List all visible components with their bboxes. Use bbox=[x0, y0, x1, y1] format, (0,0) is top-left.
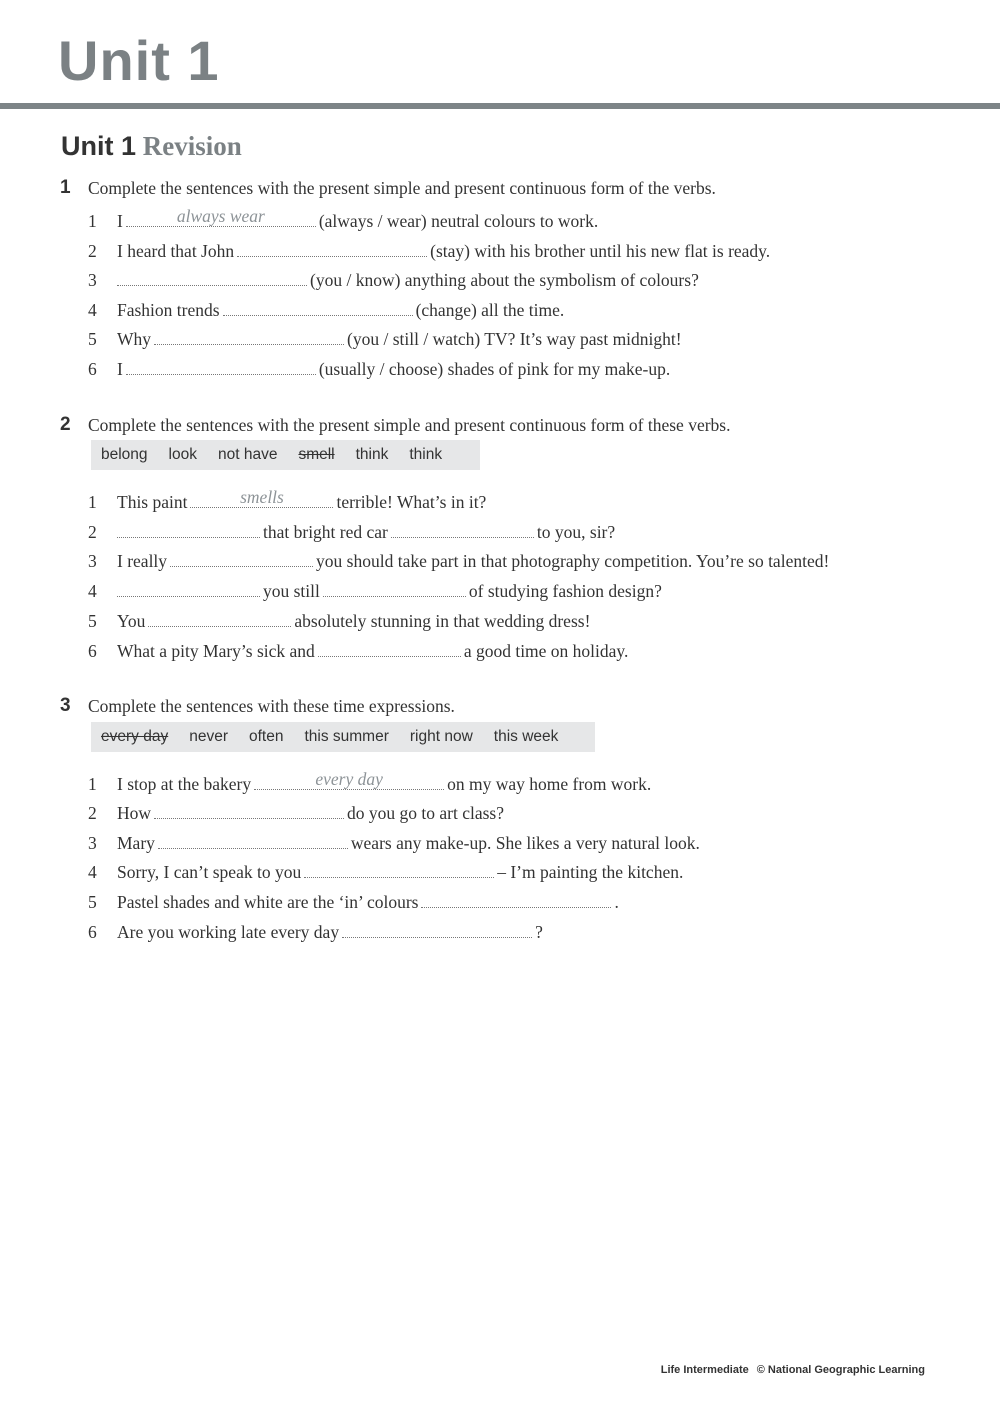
word-box-item: think bbox=[409, 446, 443, 463]
item-text-before: How bbox=[117, 803, 152, 823]
exercise-2-item bbox=[88, 519, 615, 543]
word-box bbox=[91, 440, 480, 470]
exercise-3-instruction: Complete the sentences with these time expressions. bbox=[88, 696, 455, 716]
item-text-after: of studying fashion design? bbox=[468, 581, 662, 601]
exercise-3-item bbox=[88, 859, 683, 883]
item-number: 3 bbox=[88, 833, 97, 853]
item-text-before: Fashion trends bbox=[117, 300, 220, 320]
item-text-before: Are you working late every day bbox=[117, 922, 340, 942]
answer-blank[interactable] bbox=[323, 578, 466, 597]
item-text-mid: that bright red car bbox=[263, 522, 388, 542]
footer-book-title: Life Intermediate bbox=[660, 1364, 749, 1376]
exercise-1-item bbox=[88, 238, 770, 262]
answer-example: smells bbox=[240, 487, 284, 507]
answer-blank[interactable] bbox=[148, 608, 291, 627]
answer-blank[interactable] bbox=[154, 800, 344, 819]
item-number: 2 bbox=[88, 803, 97, 823]
word-box-item: belong bbox=[101, 446, 148, 463]
exercise-3-item bbox=[88, 800, 504, 824]
word-box-item-used: every day bbox=[101, 728, 169, 745]
answer-blank[interactable] bbox=[170, 548, 313, 567]
item-number: 1 bbox=[88, 492, 97, 512]
section-revision-label: Revision bbox=[142, 131, 242, 161]
item-text-before: I bbox=[117, 211, 123, 231]
exercise-2-item bbox=[88, 638, 628, 662]
exercise-2-item bbox=[88, 489, 486, 513]
item-number: 3 bbox=[88, 551, 97, 571]
exercise-1-instruction: Complete the sentences with the present simple and present continuous form of the verbs. bbox=[88, 178, 716, 198]
word-box-item: look bbox=[168, 446, 197, 463]
answer-blank[interactable] bbox=[126, 356, 316, 375]
exercise-2-item bbox=[88, 608, 590, 632]
item-number: 4 bbox=[88, 862, 97, 882]
answer-blank[interactable] bbox=[254, 771, 444, 790]
item-text-before: I heard that John bbox=[117, 241, 235, 261]
word-box-item: not have bbox=[217, 446, 278, 463]
item-text-after: . bbox=[614, 892, 619, 912]
item-text-after: (you / know) anything about the symbolism of colours? bbox=[310, 270, 699, 290]
footer-copyright: © National Geographic Learning bbox=[756, 1364, 925, 1376]
item-text-after: (change) all the time. bbox=[415, 300, 565, 320]
word-box-item: this summer bbox=[304, 728, 389, 745]
item-text-before: Why bbox=[117, 329, 152, 349]
exercise-2-item bbox=[88, 548, 829, 572]
exercise-3-item bbox=[88, 889, 619, 913]
item-text-after: ? bbox=[535, 922, 543, 942]
item-number: 3 bbox=[88, 270, 97, 290]
answer-example: every day bbox=[315, 769, 383, 789]
answer-blank[interactable] bbox=[154, 326, 344, 345]
item-text-after: to you, sir? bbox=[536, 522, 616, 542]
item-number: 4 bbox=[88, 581, 97, 601]
item-text-after: (stay) with his brother until his new flat is ready. bbox=[430, 241, 771, 261]
item-text-before: I bbox=[117, 359, 123, 379]
item-text-after: terrible! What’s in it? bbox=[336, 492, 487, 512]
item-text-before: Pastel shades and white are the ‘in’ colours bbox=[117, 892, 419, 912]
exercise-3-number: 3 bbox=[60, 695, 71, 716]
item-number: 6 bbox=[88, 922, 97, 942]
item-text-before: This paint bbox=[117, 492, 188, 512]
item-number: 5 bbox=[88, 611, 97, 631]
exercise-1-item bbox=[88, 267, 699, 291]
answer-blank[interactable] bbox=[158, 830, 348, 849]
item-text-before: What a pity Mary’s sick and bbox=[117, 641, 315, 661]
title-divider bbox=[0, 103, 1000, 109]
exercise-1-item bbox=[88, 326, 682, 350]
item-number: 4 bbox=[88, 300, 97, 320]
answer-blank[interactable] bbox=[223, 297, 413, 316]
answer-blank[interactable] bbox=[190, 489, 333, 508]
exercise-2-item bbox=[88, 578, 662, 602]
word-box-item: right now bbox=[409, 728, 473, 745]
exercise-3-item bbox=[88, 830, 700, 854]
word-box-item: think bbox=[355, 446, 389, 463]
item-text-before: Sorry, I can’t speak to you bbox=[117, 862, 302, 882]
word-box-item: this week bbox=[493, 728, 559, 745]
item-text-after: absolutely stunning in that wedding dress! bbox=[294, 611, 591, 631]
answer-example: always wear bbox=[176, 206, 265, 226]
item-text-after: (you / still / watch) TV? It’s way past midnight! bbox=[347, 329, 682, 349]
exercise-1-item bbox=[88, 208, 598, 232]
item-text-after: (always / wear) neutral colours to work. bbox=[318, 211, 599, 231]
item-number: 1 bbox=[88, 774, 97, 794]
exercise-1-item bbox=[88, 297, 564, 321]
exercise-3-item bbox=[88, 919, 543, 943]
exercise-3-item bbox=[88, 771, 651, 795]
item-number: 6 bbox=[88, 359, 97, 379]
item-number: 2 bbox=[88, 241, 97, 261]
item-text-after: – I’m painting the kitchen. bbox=[497, 862, 684, 882]
item-text-before: I really bbox=[117, 551, 168, 571]
answer-blank[interactable] bbox=[342, 919, 532, 938]
answer-blank[interactable] bbox=[117, 519, 260, 538]
answer-blank[interactable] bbox=[117, 578, 260, 597]
item-text-after: (usually / choose) shades of pink for my make-up. bbox=[318, 359, 671, 379]
exercise-2-instruction: Complete the sentences with the present simple and present continuous form of these verbs. bbox=[88, 415, 731, 435]
word-box-item: often bbox=[248, 728, 284, 745]
word-box-item-used: smell bbox=[298, 446, 335, 463]
answer-blank[interactable] bbox=[304, 859, 494, 878]
item-number: 6 bbox=[88, 641, 97, 661]
item-text-before: You bbox=[117, 611, 146, 631]
answer-blank[interactable] bbox=[391, 519, 534, 538]
page-footer bbox=[661, 1364, 925, 1376]
exercise-2-number: 2 bbox=[60, 414, 71, 435]
item-number: 5 bbox=[88, 329, 97, 349]
item-text-after: wears any make-up. She likes a very natural look. bbox=[350, 833, 700, 853]
item-text-after: you should take part in that photography competition. You’re so talented! bbox=[316, 551, 830, 571]
page-title: Unit 1 bbox=[58, 29, 220, 92]
item-text-after: a good time on holiday. bbox=[463, 641, 629, 661]
answer-blank[interactable] bbox=[126, 208, 316, 227]
answer-blank[interactable] bbox=[117, 267, 307, 286]
section-unit-label: Unit 1 bbox=[61, 131, 137, 161]
item-text-after: on my way home from work. bbox=[447, 774, 652, 794]
word-box-item: never bbox=[189, 728, 228, 745]
item-number: 2 bbox=[88, 522, 97, 542]
word-box bbox=[91, 722, 595, 752]
item-number: 1 bbox=[88, 211, 97, 231]
answer-blank[interactable] bbox=[421, 889, 611, 908]
item-text-before: Mary bbox=[117, 833, 155, 853]
answer-blank[interactable] bbox=[237, 238, 427, 257]
item-text-before: I stop at the bakery bbox=[117, 774, 252, 794]
item-text-after: do you go to art class? bbox=[347, 803, 505, 823]
exercise-1-item bbox=[88, 356, 670, 380]
answer-blank[interactable] bbox=[318, 638, 461, 657]
exercise-1-number: 1 bbox=[60, 177, 71, 198]
item-number: 5 bbox=[88, 892, 97, 912]
item-text-mid: you still bbox=[263, 581, 320, 601]
section-title bbox=[61, 131, 242, 162]
